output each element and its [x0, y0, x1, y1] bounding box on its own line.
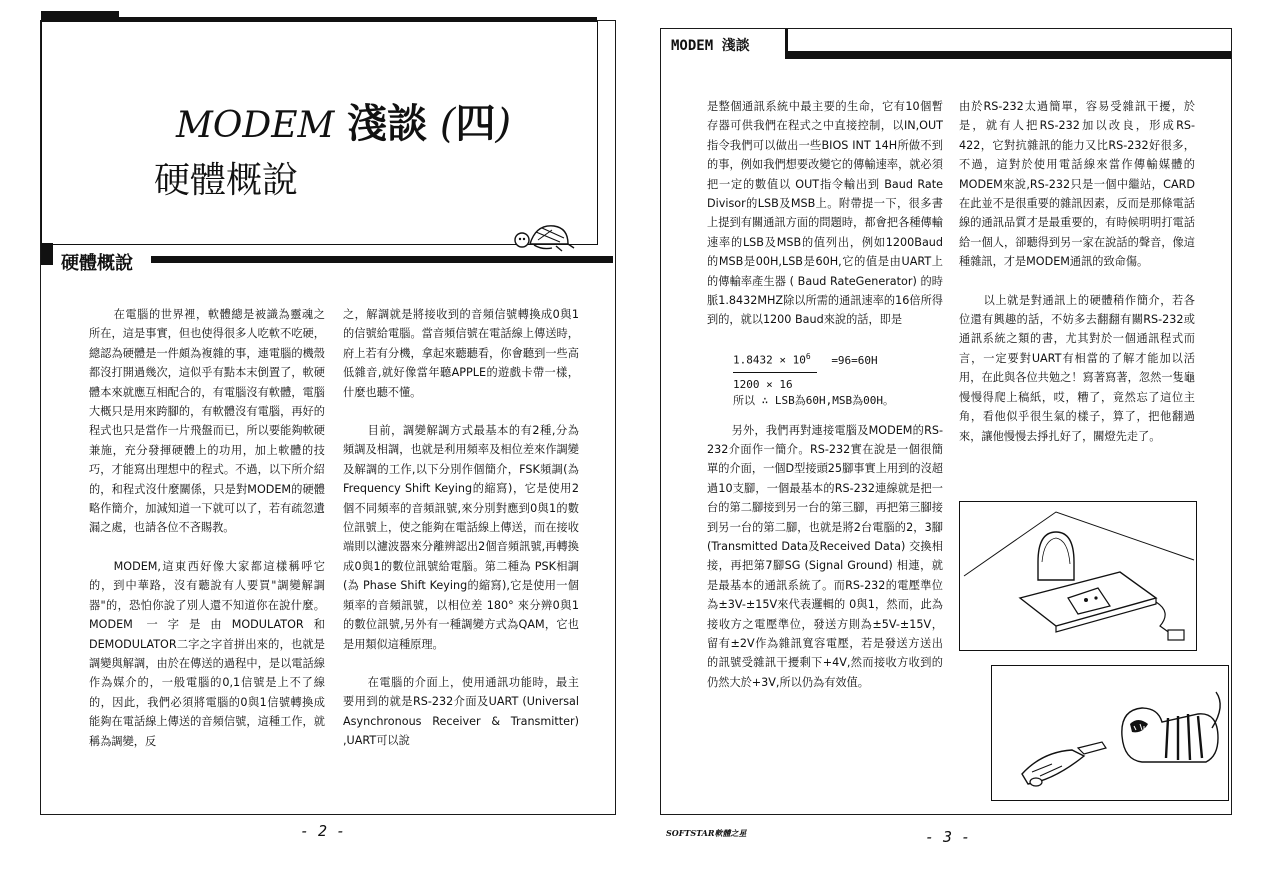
cat-illustration [991, 665, 1229, 801]
left-column-1 [89, 305, 325, 770]
baud-formula [733, 349, 943, 409]
mousehole-illustration [959, 501, 1197, 651]
paragraph: MODEM,這東西好像大家都這樣稱呼它的，到中華路，沒有聽說有人要買"調變解調器"的，恐怕你說了別人還不知道你在說什麼。MODEM 一字是由MODULATOR和DEMODULATOR二字之字首拼出來的，也就是調變與解調，由於在傳送的過程中，是以電話線作為媒介的，一般電腦的0,1信號是上不了線的，因此，我們必須將電腦的0與1信號轉換成能夠在電話線上傳送的音頻信號，這種工作，就稱為調變，反 [89, 559, 325, 748]
title-cjk: 淺談 [347, 101, 428, 147]
paragraph: 由於RS-232太過簡單，容易受雜訊干擾，於是，就有人把RS-232加以改良，形成RS-422，它對抗雜訊的能力又比RS-232好很多，不過，這對於使用電話線來當作傳輸媒體的MODEM來說,RS-232只是一個中繼站，CARD在此並不是很重要的雜訊因素，反而是那條電話線的通訊品質才是最重要的，有時候明明打電話給一個人，卻聽得到另一家在說話的聲音，像這種雜訊，才是MODEM通訊的致命傷。 [959, 100, 1195, 269]
formula-numerator-text: 1.8432 × 10 [733, 353, 806, 367]
right-page-number: - 3 - [925, 828, 971, 846]
formula-exponent: 6 [805, 351, 811, 361]
footer-brand: SOFTSTAR軟體之星 [666, 828, 747, 838]
header-bar-divider [785, 29, 788, 59]
paragraph: 以上就是對通訊上的硬體稍作簡介，若各位還有興趣的話，不妨多去翻翻有關RS-232或通訊系統之類的書，尤其對於一個通訊程式而言，一定要對UART有相當的了解才能加以活用，在此與各位共勉之！寫著寫著，忽然一隻龜慢慢得爬上稿紙，哎，糟了，竟然忘了這位主角，看他似乎很生氣的樣子，算了，把他翻過來，讓他慢慢去掙扎好了，關燈先走了。 [959, 293, 1195, 443]
left-page-number: - 2 - [300, 822, 346, 840]
title-paren-close: ) [495, 101, 512, 147]
title-paren-open: ( [439, 101, 456, 147]
left-column-2 [343, 305, 579, 770]
paragraph: 目前，調變解調方式最基本的有2種,分為頻調及相調，也就是利用頻率及相位差來作調變及解調的工作,以下分別作個簡介，FSK頻調(為 Frequency Shift Keying的縮寫)，它是使用2個不同頻率的音頻訊號,來分別對應到0與1的數位訊號上，使之能夠在電話線上傳送，而在接收端則以濾波器來分離辨認出2個音頻訊號,再轉換成0與1的數位訊號給電腦。第二種為 PSK相調(為 Phase Shift Keying的縮寫),它是使用一個頻率的音頻訊號，以相位差 180° 來分辨0與1的數位訊號,另外有一種調變方式為QAM，它也是用類似這種原理。 [343, 424, 579, 651]
cat-mouse-icon [992, 666, 1228, 800]
title-number: 四 [455, 101, 496, 147]
formula-numerator [733, 349, 817, 373]
title-box [41, 21, 598, 245]
paragraph: 在電腦的介面上，使用通訊功能時，最主要用到的就是RS-232介面及UART (Universal Asynchronous Receiver & Transmitter) ,UART可以說 [343, 675, 579, 748]
paragraph: 另外，我們再對連接電腦及MODEM的RS-232介面作一簡介。RS-232實在說是一個很簡單的介面，一個D型接頭25腳事實上用到的沒超過10支腳，一個最基本的RS-232連線就是把一台的第二腳接到另一台的第三腳，再把第三腳接到另一台的第二腳，也就是將2台電腦的2，3腳 (Transmitted Data及Received Data) 交換相接，再把第7腳SG (Signal Ground) 相連，就是最基本的通訊系統了。而RS-232的電壓準位為±3V-±15V來代表邏輯的 0與1，然而，此為接收方之電壓準位，發送方則為±5V-±15V，留有±2V作為雜訊寬容電壓，若是發送方送出的訊號受雜訊干擾剩下+4V,然而接收方收到的仍然大於+3V,所以仍為有效值。 [707, 423, 943, 689]
formula-result: =96=60H [831, 353, 878, 367]
right-page [660, 28, 1232, 815]
article-title [176, 92, 511, 149]
paragraph: 之，解調就是將接收到的音頻信號轉換成0與1的信號給電腦。當音頻信號在電話線上傳送時，府上若有分機，拿起來聽聽看，你會聽到一些高低雜音,就好像當年聽APPLE的遊戲卡帶一樣，什麼也聽不懂。 [343, 308, 579, 399]
formula-conclusion: 所以 ∴ LSB為60H,MSB為00H。 [733, 393, 894, 407]
right-column-1 [707, 97, 943, 711]
turtle-doodle-icon [512, 218, 576, 254]
section-label: 硬體概說 [55, 249, 139, 275]
header-label: MODEM 淺談 [671, 38, 750, 54]
header-bar [787, 51, 1231, 59]
article-subtitle: 硬體概說 [154, 160, 299, 201]
section-bar-left [41, 243, 53, 265]
paragraph: 是整個通訊系統中最主要的生命，它有10個暫存器可供我們在程式之中直接控制，以IN,OUT指令我們可以做出一些BIOS INT 14H所做不到的事，例如我們想要改變它的傳輸速率，就必須把一定的數值以 OUT指令輸出到 Baud Rate Divisor的LSB及MSB上。附帶提一下，很多書上提到有關通訊方面的問題時，都會把各種傳輸速率的LSB及MSB的值列出，例如1200Baud的MSB是00H,LSB是60H,它的值是由UART上的傳輸率產生器 ( Baud RateGenerator) 的時脈1.8432MHZ除以所需的通訊速率的16倍所得到的，就以1200 Baud來說的話，即是 [707, 100, 943, 327]
title-latin: MODEM [176, 105, 335, 146]
mousehole-trap-icon [960, 502, 1196, 650]
section-bar [151, 256, 613, 263]
right-column-2 [959, 97, 1195, 465]
formula-denominator: 1200 × 16 [733, 377, 793, 391]
left-page [40, 20, 616, 815]
paragraph: 在電腦的世界裡，軟體總是被識為靈魂之所在，這是事實，但也使得很多人吃軟不吃硬，總認為硬體是一件頗為複雜的事，連電腦的機殼都沒打開過幾次，這似乎有點本末倒置了，軟硬體本來就應互相配合的，有電腦沒有軟體，電腦大概只是用來跨腳的，有軟體沒有電腦，再好的程式也只是當作一片飛盤而已，所以要能夠軟硬兼施，充分發揮硬體上的功用，加上軟體的技巧，才能寫出理想中的程式。不過，以下所介紹的，和程式沒什麼關係，只是對MODEM的硬體略作簡介，加減知道一下就可以了，若有疏忽遺漏之處，也請各位不吝賜教。 [89, 308, 325, 535]
